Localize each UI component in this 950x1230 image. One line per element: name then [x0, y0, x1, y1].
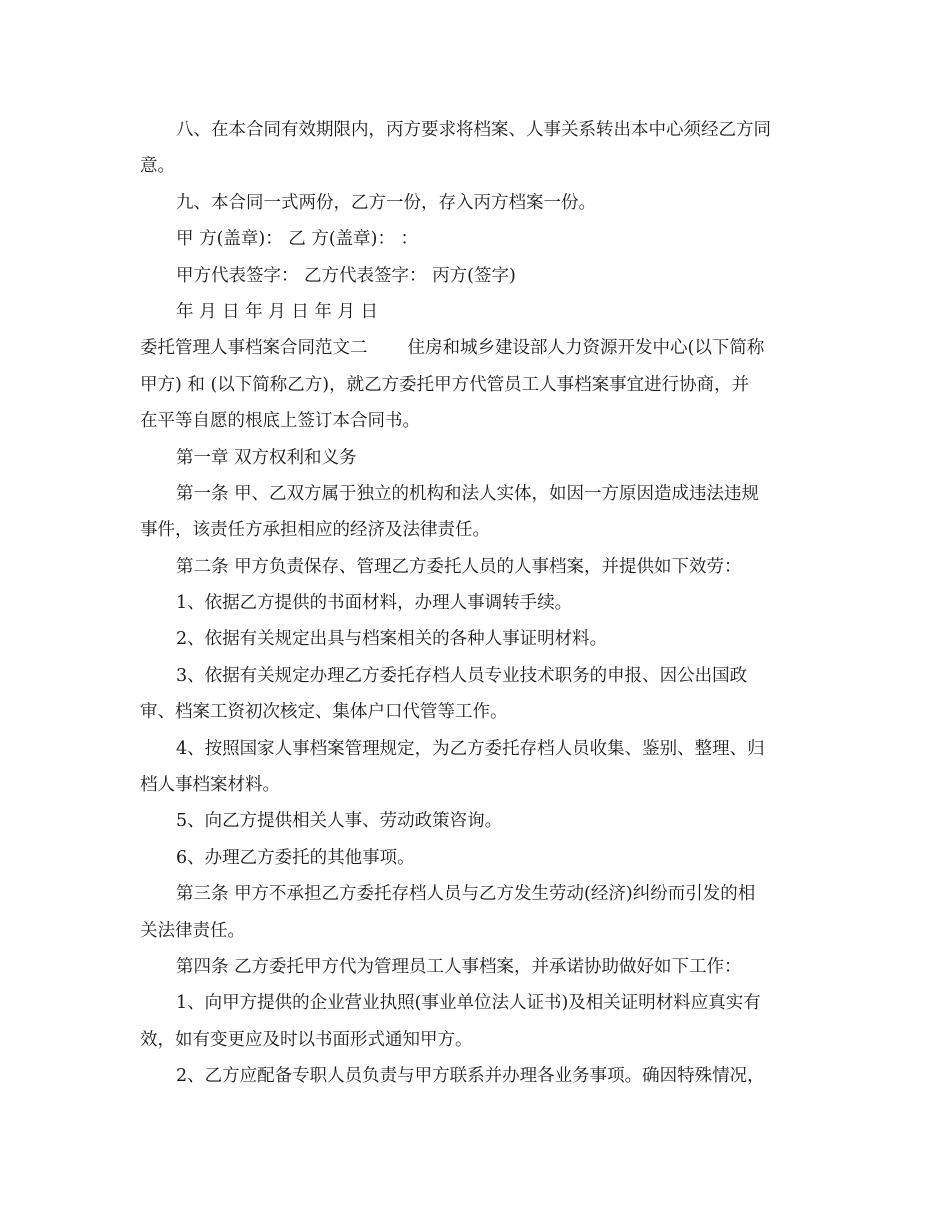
text-line: 甲方) 和 (以下简称乙方)，就乙方委托甲方代管员工人事档案事宜进行协商，并 [140, 374, 750, 395]
list-item: 6、办理乙方委托的其他事项。 [176, 847, 415, 868]
text-line: 在平等自愿的根底上签订本合同书。 [140, 411, 420, 432]
text-line: 九、本合同一式两份，乙方一份，存入丙方档案一份。 [176, 192, 596, 213]
text-line: 意。 [140, 156, 175, 177]
signature-line-seals: 甲 方(盖章)： 乙 方(盖章)： ： [176, 229, 419, 250]
signature-line-dates: 年 月 日 年 月 日 年 月 日 [176, 301, 379, 322]
text-line: 第四条 乙方委托甲方代为管理员工人事档案，并承诺协助做好如下工作： [176, 956, 742, 977]
text-line: 事件，该责任方承担相应的经济及法律责任。 [140, 520, 490, 541]
list-item: 3、依据有关规定办理乙方委托存档人员专业技术职务的申报、因公出国政 [176, 665, 748, 686]
text-line: 第一条 甲、乙双方属于独立的机构和法人实体，如因一方原因造成违法违规 [176, 483, 760, 504]
text-line: 效，如有变更应及时以书面形式通知甲方。 [140, 1029, 473, 1050]
text-line: 第二条 甲方负责保存、管理乙方委托人员的人事档案，并提供如下效劳： [176, 556, 742, 577]
list-item: 2、依据有关规定出具与档案相关的各种人事证明材料。 [176, 629, 608, 650]
text-line: 八、在本合同有效期限内，丙方要求将档案、人事关系转出本中心须经乙方同 [176, 120, 771, 140]
text-line: 第三条 甲方不承担乙方委托存档人员与乙方发生劳动(经济)纠纷而引发的相 [176, 884, 756, 905]
text-line: 审、档案工资初次核定、集体户口代管等工作。 [140, 702, 508, 723]
signature-line-representatives: 甲方代表签字： 乙方代表签字： 丙方(签字) [176, 265, 516, 286]
text-line: 档人事档案材料。 [140, 775, 280, 796]
text-line: 关法律责任。 [140, 920, 245, 941]
list-item: 2、乙方应配备专职人员负责与甲方联系并办理各业务事项。确因特殊情况， [176, 1066, 765, 1087]
list-item: 1、向甲方提供的企业营业执照(事业单位法人证书)及相关证明材料应真实有 [176, 993, 761, 1014]
section-intro: 住房和城乡建设部人力资源开发中心(以下简称 [407, 338, 765, 359]
section-title: 委托管理人事档案合同范文二 [140, 338, 368, 359]
document-body [140, 112, 812, 1095]
list-item: 1、依据乙方提供的书面材料，办理人事调转手续。 [176, 593, 573, 614]
chapter-heading: 第一章 双方权利和义务 [176, 447, 357, 468]
list-item: 4、按照国家人事档案管理规定，为乙方委托存档人员收集、鉴别、整理、归 [176, 738, 765, 759]
list-item: 5、向乙方提供相关人事、劳动政策咨询。 [176, 811, 503, 832]
text-line-section-title [140, 330, 812, 366]
